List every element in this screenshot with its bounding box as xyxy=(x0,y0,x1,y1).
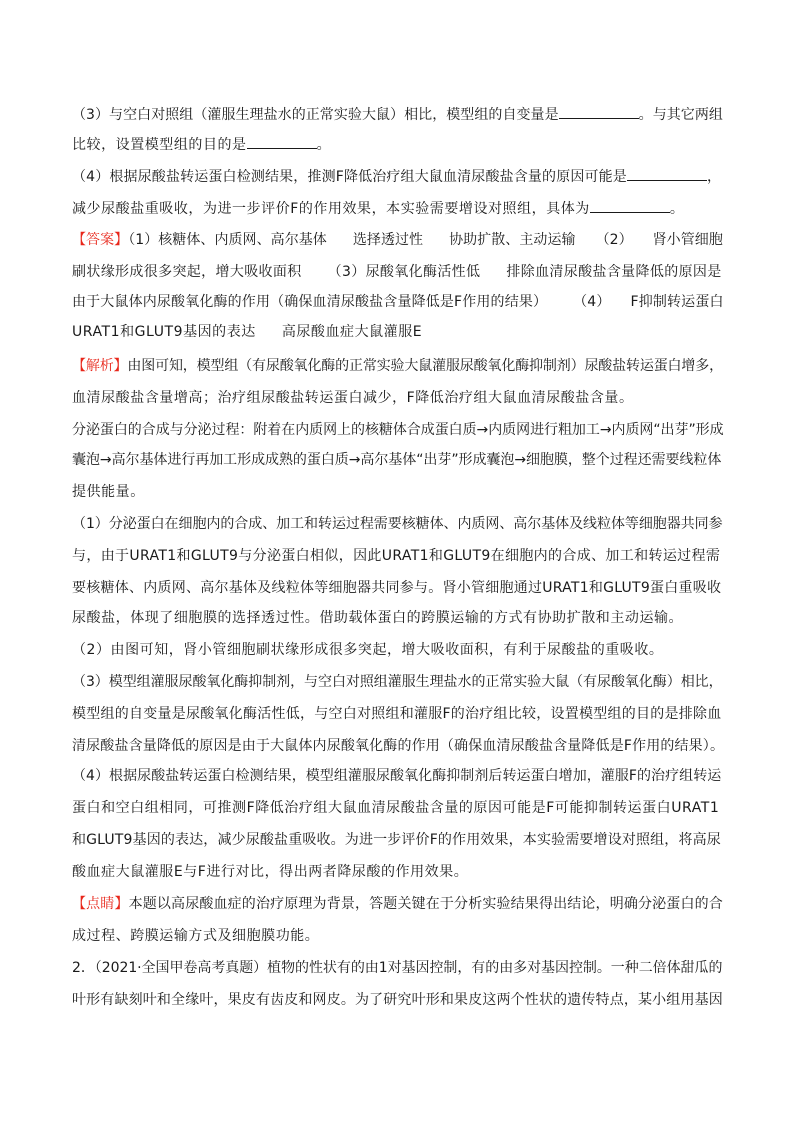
q4-line-2: 减少尿酸盐重吸收，为进一步评价F的作用效果，本实验需要增设对照组，具体为 。 xyxy=(72,198,724,219)
tip-line-2: 成过程、跨膜运输方式及细胞膜功能。 xyxy=(72,928,320,944)
analysis-line-14: （4）根据尿酸盐转运蛋白检测结果，模型组灌服尿酸氧化酶抑制剂后转运蛋白增加，灌服F的治疗组转运 xyxy=(72,768,722,784)
analysis-line-15: 蛋白和空白组相同，可推测F降低治疗组大鼠血清尿酸盐含量的原因可能是F可能抑制转运蛋白URAT1 xyxy=(72,800,720,816)
analysis-line-4: 囊泡→高尔基体进行再加工形成成熟的蛋白质→高尔基体“出芽”形成囊泡→细胞膜，整个过程还需要线粒体 xyxy=(72,452,722,468)
tip-tag: 【点睛】 xyxy=(72,896,129,912)
analysis-line-12: 模型组的自变量是尿酸氧化酶活性低，与空白对照组和灌服F的治疗组比较，设置模型组的目的是排除血 xyxy=(72,706,722,722)
answer-line-3: 由于大鼠体内尿酸氧化酶的作用（确保血清尿酸盐含量降低是F作用的结果） （4） F抑制转运蛋白 xyxy=(72,294,724,310)
analysis-line-8: 要核糖体、内质网、高尔基体及线粒体等细胞器共同参与。肾小管细胞通过URAT1和GLUT9蛋白重吸收 xyxy=(72,580,722,596)
answer-blank[interactable] xyxy=(627,166,707,181)
question-2-line-2: 叶形有缺刻叶和全缘叶，果皮有齿皮和网皮。为了研究叶形和果皮这两个性状的遗传特点，某小组用基因 xyxy=(72,992,723,1008)
analysis-line-1: 【解析】由图可知，模型组（有尿酸氧化酶的正常实验大鼠灌服尿酸氧化酶抑制剂）尿酸盐转运蛋白增多， xyxy=(72,358,723,374)
analysis-line-10: （2）由图可知，肾小管细胞刷状缘形成很多突起，增大吸收面积，有利于尿酸盐的重吸收。 xyxy=(72,642,664,658)
answer-line-1: 【答案】（1）核糖体、内质网、高尔基体 选择透过性 协助扩散、主动运输 （2） 肾小管细胞 xyxy=(72,232,723,248)
tip-line-1: 【点睛】本题以高尿酸血症的治疗原理为背景，答题关键在于分析实验结果得出结论，明确分泌蛋白的合 xyxy=(72,896,723,912)
analysis-line-6: （1）分泌蛋白在细胞内的合成、加工和转运过程需要核糖体、内质网、高尔基体及线粒体等细胞器共同参 xyxy=(72,516,723,532)
analysis-line-13: 清尿酸盐含量降低的原因是由于大鼠体内尿酸氧化酶的作用（确保血清尿酸盐含量降低是F作用的结果）。 xyxy=(72,738,725,754)
answer-blank[interactable] xyxy=(590,198,670,213)
answer-blank[interactable] xyxy=(247,134,317,149)
answer-blank[interactable] xyxy=(559,104,639,119)
analysis-tag: 【解析】 xyxy=(72,358,128,374)
analysis-line-7: 与，由于URAT1和GLUT9与分泌蛋白相似，因此URAT1和GLUT9在细胞内的合成、加工和转运过程需 xyxy=(72,548,721,564)
question-2-line-1: 2．（2021·全国甲卷高考真题）植物的性状有的由1对基因控制，有的由多对基因控制。一种二倍体甜瓜的 xyxy=(72,960,723,976)
analysis-line-17: 酸血症大鼠灌服E与F进行对比，得出两者降尿酸的作用效果。 xyxy=(72,864,469,880)
analysis-line-2: 血清尿酸盐含量增高；治疗组尿酸盐转运蛋白减少，F降低治疗组大鼠血清尿酸盐含量。 xyxy=(72,390,634,406)
analysis-line-9: 尿酸盐，体现了细胞膜的选择透过性。借助载体蛋白的跨膜运输的方式有协助扩散和主动运输。 xyxy=(72,610,684,626)
analysis-line-3: 分泌蛋白的合成与分泌过程：附着在内质网上的核糖体合成蛋白质→内质网进行粗加工→内质网“出芽”形成 xyxy=(72,422,724,438)
analysis-line-5: 提供能量。 xyxy=(72,484,145,500)
q4-line-1: （4）根据尿酸盐转运蛋白检测结果，推测F降低治疗组大鼠血清尿酸盐含量的原因可能是 ， xyxy=(72,166,724,187)
answer-line-2: 刷状缘形成很多突起，增大吸收面积 （3）尿酸氧化酶活性低 排除血清尿酸盐含量降低的原因是 xyxy=(72,264,722,280)
analysis-line-11: （3）模型组灌服尿酸氧化酶抑制剂，与空白对照组灌服生理盐水的正常实验大鼠（有尿酸氧化酶）相比， xyxy=(72,674,723,690)
answer-line-4: URAT1和GLUT9基因的表达 高尿酸血症大鼠灌服E xyxy=(72,324,423,340)
answer-tag: 【答案】 xyxy=(72,232,129,248)
q3-line-2: 比较，设置模型组的目的是 。 xyxy=(72,134,724,155)
q3-line-1: （3）与空白对照组（灌服生理盐水的正常实验大鼠）相比，模型组的自变量是 。与其它两组 xyxy=(72,104,724,125)
analysis-line-16: 和GLUT9基因的表达，减少尿酸盐重吸收。为进一步评价F的作用效果，本实验需要增设对照组，将高尿 xyxy=(72,832,721,848)
